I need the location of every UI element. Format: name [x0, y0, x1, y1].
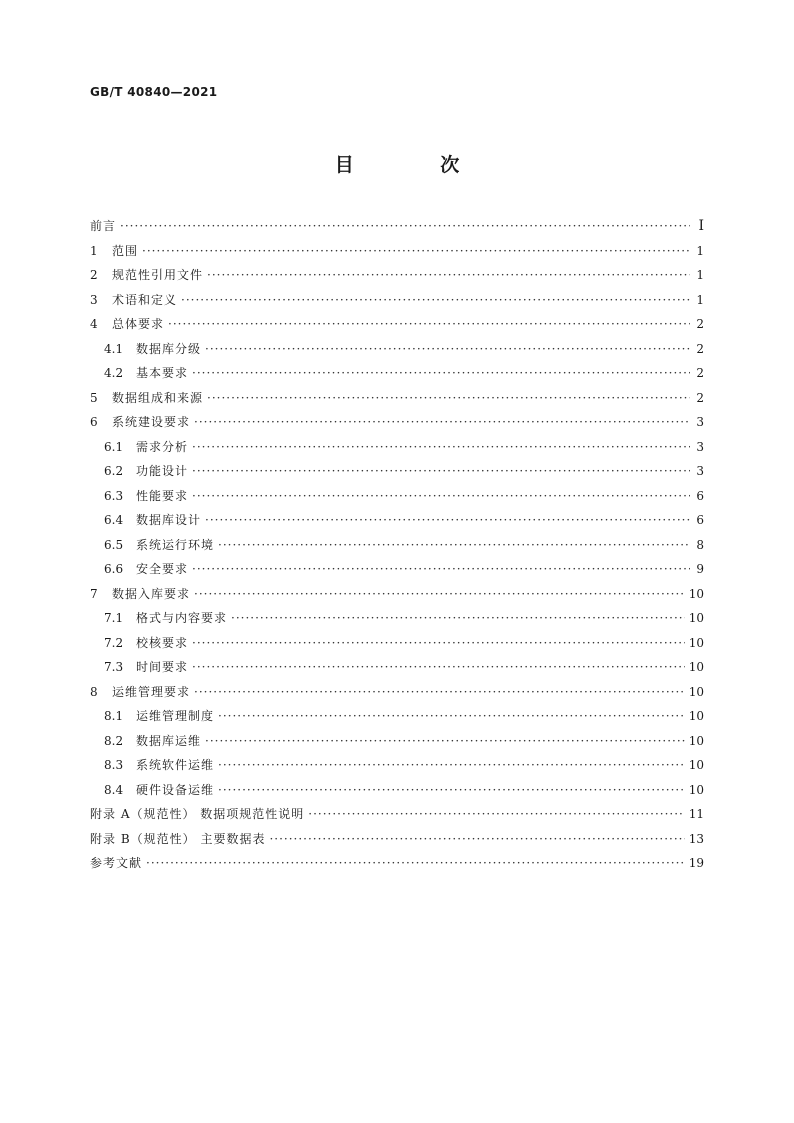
toc-entry-label: 术语和定义 — [112, 292, 178, 307]
toc-entry-number: 8.3 — [104, 758, 124, 772]
toc-leader-dots — [146, 851, 685, 876]
toc-entry-page: 6 — [696, 513, 704, 527]
toc-leader-dots — [218, 533, 690, 558]
toc-entry-page: 3 — [696, 464, 704, 478]
toc-entry-label: 总体要求 — [112, 317, 165, 331]
toc-entry-page: 3 — [696, 439, 704, 454]
toc-entry-number: 7.3 — [104, 660, 124, 674]
toc-entry-label: 时间要求 — [136, 660, 189, 674]
standard-code: GB/T 40840—2021 — [90, 85, 218, 99]
toc-entry-page: 2 — [696, 317, 704, 331]
toc-entry-label: 数据入库要求 — [112, 586, 191, 601]
toc-entry-page: 19 — [688, 856, 704, 870]
toc-entry-page: I — [698, 218, 704, 234]
toc-entry-label: 系统建设要求 — [112, 415, 191, 429]
toc-leader-dots — [192, 631, 685, 656]
toc-entry-label: 参考文献 — [90, 856, 143, 870]
toc-entry[interactable] — [90, 410, 704, 435]
toc-leader-dots — [192, 459, 690, 484]
toc-entry-label: 规范性引用文件 — [112, 268, 204, 282]
toc-entry[interactable] — [90, 435, 704, 460]
toc-entry-label: 系统运行环境 — [136, 537, 215, 552]
toc-leader-dots — [218, 753, 685, 778]
toc-entry-label: 前言 — [90, 219, 117, 233]
toc-entry[interactable] — [90, 484, 704, 509]
toc-entry-page: 2 — [696, 341, 704, 356]
toc-leader-dots — [192, 435, 690, 460]
toc-leader-dots — [308, 802, 684, 827]
toc-entry-page: 10 — [688, 782, 704, 797]
toc-entry-page: 1 — [696, 268, 704, 282]
toc-entry-label: 性能要求 — [136, 488, 189, 503]
toc-entry[interactable] — [90, 459, 704, 484]
toc-leader-dots — [120, 214, 690, 239]
toc-entry-number: 6.4 — [104, 513, 124, 527]
toc-leader-dots — [205, 508, 690, 533]
toc-leader-dots — [218, 704, 685, 729]
toc-entry-page: 10 — [688, 635, 704, 650]
toc-leader-dots — [218, 778, 685, 803]
toc-entry[interactable] — [90, 582, 704, 607]
toc-entry-number: 8.1 — [104, 709, 124, 723]
toc-entry-page: 10 — [688, 684, 704, 699]
toc-entry[interactable] — [90, 753, 704, 778]
toc-leader-dots — [231, 606, 685, 631]
toc-entry-page: 1 — [696, 292, 704, 307]
toc-entry-label: 数据组成和来源 — [112, 390, 204, 405]
toc-entry-number: 8.4 — [104, 782, 124, 797]
toc-entry-number: 4 — [90, 317, 98, 331]
toc-leader-dots — [205, 729, 685, 754]
toc-entry-number: 5 — [90, 390, 98, 405]
toc-entry-page: 1 — [696, 243, 704, 258]
toc-entry-number: 3 — [90, 292, 98, 307]
page-title: 目 次 — [334, 154, 500, 176]
toc-leader-dots — [207, 263, 690, 288]
toc-leader-dots — [194, 582, 685, 607]
toc-entry-page: 10 — [688, 709, 704, 723]
toc-entry[interactable] — [90, 508, 704, 533]
toc-leader-dots — [142, 239, 690, 264]
toc-leader-dots — [181, 288, 690, 313]
toc-entry-number: 4.1 — [104, 341, 124, 356]
toc-entry-label: 需求分析 — [136, 439, 189, 454]
toc-entry-page: 10 — [688, 586, 704, 601]
toc-entry-page: 10 — [688, 758, 704, 772]
toc-entry-label: 运维管理要求 — [112, 684, 191, 699]
toc-entry-page: 10 — [688, 660, 704, 674]
toc-entry-label: 数据库设计 — [136, 513, 202, 527]
toc-entry-label: 运维管理制度 — [136, 709, 215, 723]
toc-entry[interactable] — [90, 386, 704, 411]
toc-entry[interactable] — [90, 557, 704, 582]
toc-leader-dots — [168, 312, 690, 337]
toc-entry-label: 基本要求 — [136, 366, 189, 380]
toc-entry[interactable] — [90, 704, 704, 729]
toc-entry-number: 6 — [90, 415, 98, 429]
toc-entry-page: 11 — [688, 807, 704, 821]
toc-entry-label: 硬件设备运维 — [136, 782, 215, 797]
toc-entry-number: 6.6 — [104, 562, 124, 576]
toc-entry-label: 附录 A（规范性） 数据项规范性说明 — [90, 807, 305, 821]
toc-entry[interactable] — [90, 337, 704, 362]
toc-leader-dots — [269, 827, 684, 852]
toc-entry-number: 1 — [90, 243, 98, 258]
toc-entry[interactable] — [90, 263, 704, 288]
toc-entry-number: 8.2 — [104, 733, 124, 748]
toc-entry-label: 格式与内容要求 — [136, 611, 228, 625]
toc-entry[interactable] — [90, 655, 704, 680]
toc-leader-dots — [207, 386, 690, 411]
toc-entry-number: 2 — [90, 268, 98, 282]
toc-entry[interactable] — [90, 312, 704, 337]
toc-entry-label: 数据库运维 — [136, 733, 202, 748]
toc-entry-label: 系统软件运维 — [136, 758, 215, 772]
toc-entry[interactable] — [90, 680, 704, 705]
toc-entry-page: 10 — [688, 733, 704, 748]
toc-entry-label: 范围 — [112, 243, 139, 258]
toc-entry-page: 6 — [696, 488, 704, 503]
toc-entry[interactable] — [90, 729, 704, 754]
toc-entry-number: 6.2 — [104, 464, 124, 478]
toc-entry-page: 2 — [696, 390, 704, 405]
toc-entry[interactable] — [90, 239, 704, 264]
toc-entry[interactable] — [90, 631, 704, 656]
toc-entry-label: 数据库分级 — [136, 341, 202, 356]
toc-entry[interactable] — [90, 802, 704, 827]
toc-entry[interactable] — [90, 851, 704, 876]
toc-leader-dots — [194, 410, 690, 435]
toc-leader-dots — [194, 680, 685, 705]
toc-entry[interactable] — [90, 361, 704, 386]
toc-entry[interactable] — [90, 827, 704, 852]
toc-entry-page: 13 — [688, 831, 704, 846]
toc-leader-dots — [192, 655, 685, 680]
toc-entry-label: 安全要求 — [136, 562, 189, 576]
toc-leader-dots — [192, 557, 690, 582]
toc-entry-number: 6.5 — [104, 537, 124, 552]
toc-entry[interactable] — [90, 288, 704, 313]
toc-leader-dots — [192, 484, 690, 509]
toc-entry-number: 6.1 — [104, 439, 124, 454]
toc-entry[interactable] — [90, 606, 704, 631]
toc-leader-dots — [192, 361, 690, 386]
toc-entry-number: 4.2 — [104, 366, 124, 380]
toc-entry-page: 8 — [696, 537, 704, 552]
toc-entry[interactable] — [90, 533, 704, 558]
toc-entry[interactable] — [90, 778, 704, 803]
toc-entry-label: 功能设计 — [136, 464, 189, 478]
toc-entry-number: 7.1 — [104, 611, 124, 625]
toc-leader-dots — [205, 337, 690, 362]
toc-entry-page: 3 — [696, 415, 704, 429]
toc-entry-page: 10 — [688, 611, 704, 625]
toc-entry-label: 校核要求 — [136, 635, 189, 650]
toc-entry-page: 2 — [696, 366, 704, 380]
toc-entry-number: 7.2 — [104, 635, 124, 650]
toc-entry-number: 8 — [90, 684, 98, 699]
toc-entry-page: 9 — [696, 562, 704, 576]
toc-entry-number: 6.3 — [104, 488, 124, 503]
toc-entry-label: 附录 B（规范性） 主要数据表 — [90, 831, 266, 846]
table-of-contents — [90, 214, 704, 876]
toc-entry-number: 7 — [90, 586, 98, 601]
toc-entry[interactable] — [90, 214, 704, 239]
